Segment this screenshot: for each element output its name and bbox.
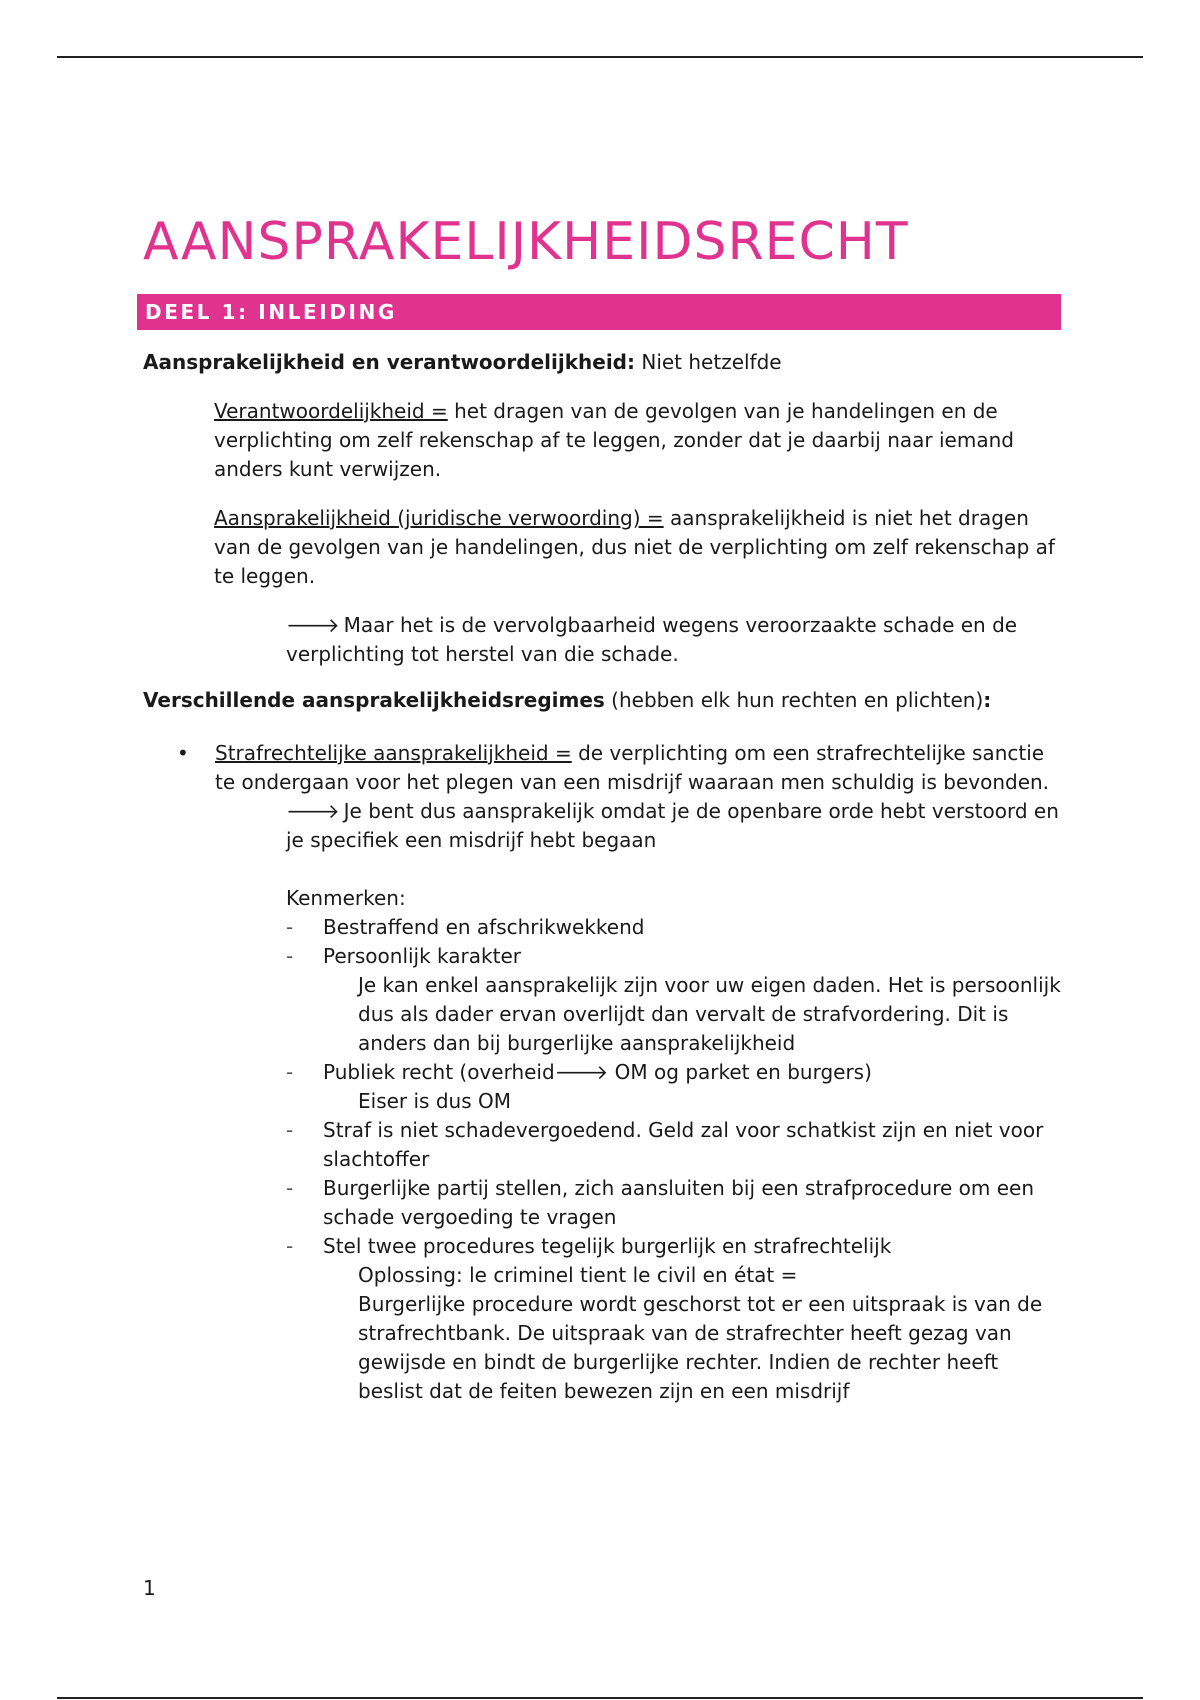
intro-paragraph (143, 348, 1063, 377)
kenmerk-note: Je kan enkel aansprakelijk zijn voor uw eigen daden. Het is persoonlijk dus als dader ervan overlijdt dan vervalt de strafvordering. Dit is anders dan bij burgerlijke aansprakelijkheid (358, 973, 1061, 1055)
footer-rule (57, 1697, 1143, 1699)
page-number: 1 (143, 1576, 156, 1600)
arrow-right-icon: 🡒 (286, 613, 340, 637)
definition-aansprakelijkheid (214, 504, 1063, 591)
definition-strafrecht (215, 739, 1063, 797)
regimes-rest: (hebben elk hun rechten en plichten) (604, 688, 984, 712)
kenmerk-text: Bestraffend en afschrikwekkend (323, 915, 645, 939)
dash-icon: - (286, 1060, 294, 1084)
definition-verantwoordelijkheid (214, 397, 1063, 484)
aansprakelijkheid-note-text: Maar het is de vervolgbaarheid wegens veroorzaakte schade en de verplichting tot herstel van die schade. (286, 613, 1018, 666)
kenmerk-text: Straf is niet schadevergoedend. Geld zal voor schatkist zijn en niet voor slachtoffer (323, 1118, 1044, 1171)
kenmerk-text: Publiek recht (overheid🡒 OM og parket en burgers) (323, 1060, 872, 1084)
term-aansprakelijkheid: Aansprakelijkheid (juridische verwoording) = (214, 506, 664, 530)
regimes-heading (143, 686, 1063, 715)
kenmerken-label: Kenmerken: (286, 886, 406, 910)
strafrecht-note (286, 797, 1063, 855)
list-item (286, 1116, 1063, 1174)
text-aansprakelijkheid: aansprakelijkheid is niet het dragen van de gevolgen van je handelingen, dus niet de verplichting om zelf rekenschap af te leggen. (214, 506, 1055, 588)
dash-icon: - (286, 1234, 294, 1258)
intro-lead: Aansprakelijkheid en verantwoordelijkheid: (143, 350, 635, 374)
text-strafrecht: de verplichting om een strafrechtelijke sanctie te ondergaan voor het plegen van een misdrijf waaraan men schuldig is bevonden. (215, 741, 1050, 794)
page-content (143, 210, 1063, 1406)
document-title: AANSPRAKELIJKHEIDSRECHT (143, 212, 909, 272)
bullet-icon: • (177, 741, 189, 765)
header-rule (57, 56, 1143, 58)
dash-icon: - (286, 944, 294, 968)
text-verantwoordelijkheid: het dragen van de gevolgen van je handelingen en de verplichting om zelf rekenschap af te leggen, zonder dat je daarbij naar iemand anders kunt verwijzen. (214, 399, 1014, 481)
kenmerk-note: Eiser is dus OM (358, 1089, 511, 1113)
regimes-colon: : (983, 688, 992, 712)
arrow-right-icon: 🡒 (286, 799, 340, 823)
list-item-strafrecht (177, 739, 1063, 1406)
list-item (286, 1058, 1063, 1116)
kenmerk-text: Stel twee procedures tegelijk burgerlijk en strafrechtelijk (323, 1234, 892, 1258)
section-heading: DEEL 1: INLEIDING (137, 294, 1061, 330)
list-item (286, 942, 1063, 1058)
kenmerken-list (286, 913, 1063, 1406)
term-verantwoordelijkheid: Verantwoordelijkheid = (214, 399, 448, 423)
regimes-lead: Verschillende aansprakelijkheidsregimes (143, 688, 605, 712)
kenmerk-text: Persoonlijk karakter (323, 944, 521, 968)
kenmerk-note: Oplossing: le criminel tient le civil en état = Burgerlijke procedure wordt geschorst tot er een uitspraak is van de strafrechtbank. De uitspraak van de strafrechter heeft gezag van gewijsde en bindt de burgerlijke rechter. Indien de rechter heeft beslist dat de feiten bewezen zijn en een misdrijf (358, 1263, 1043, 1403)
kenmerk-text: Burgerlijke partij stellen, zich aansluiten bij een strafprocedure om een schade vergoeding te vragen (323, 1176, 1034, 1229)
dash-icon: - (286, 1118, 294, 1142)
term-strafrecht: Strafrechtelijke aansprakelijkheid = (215, 741, 572, 765)
aansprakelijkheid-note (286, 611, 1063, 669)
list-item (286, 1232, 1063, 1406)
dash-icon: - (286, 915, 294, 939)
strafrecht-note-text: Je bent dus aansprakelijk omdat je de openbare orde hebt verstoord en je specifiek een misdrijf hebt begaan (286, 799, 1059, 852)
list-item (286, 913, 1063, 942)
intro-rest: Niet hetzelfde (635, 350, 782, 374)
list-item (286, 1174, 1063, 1232)
dash-icon: - (286, 1176, 294, 1200)
